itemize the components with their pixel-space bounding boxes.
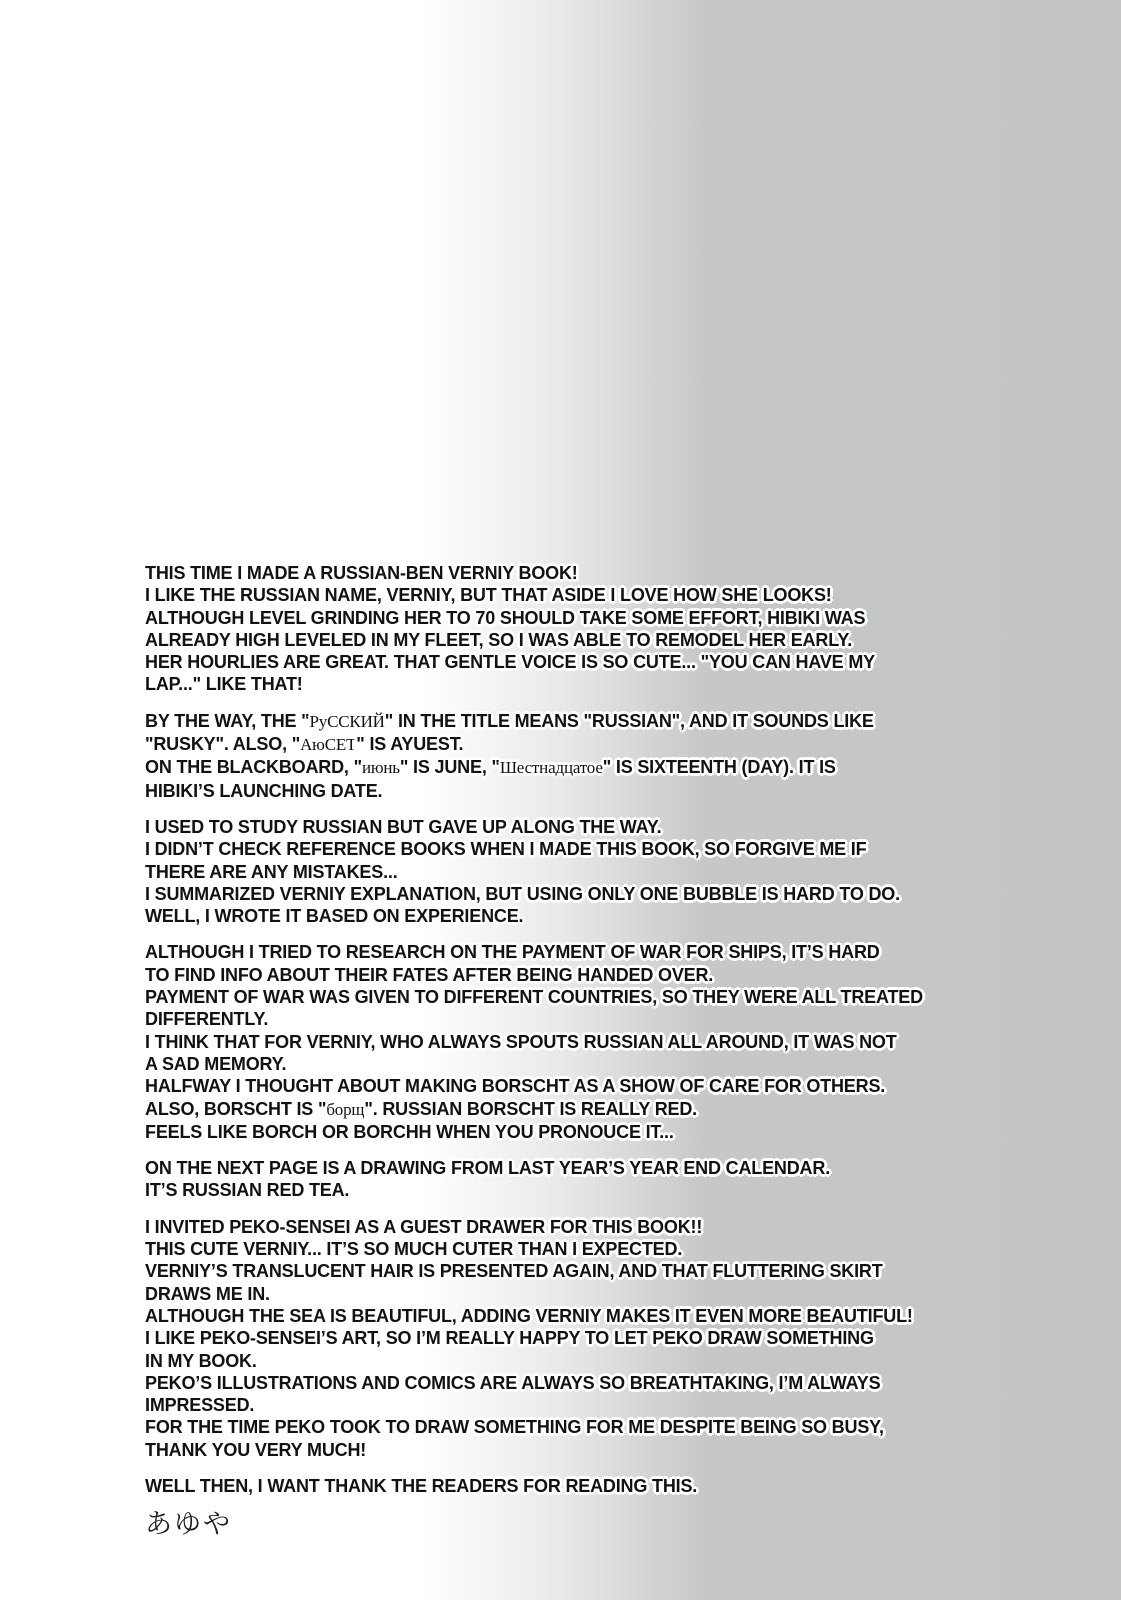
- text-line: [145, 733, 1025, 756]
- text-line: [145, 1121, 1025, 1143]
- paragraph: [145, 562, 1025, 696]
- text-segment: IMPRESSED.: [145, 1395, 255, 1416]
- cyrillic-segment: Шестнадцатое: [499, 758, 603, 778]
- text-segment: " IS SIXTEENTH (DAY). IT IS: [602, 757, 836, 778]
- text-segment: I SUMMARIZED VERNIY EXPLANATION, BUT USING ONLY ONE BUBBLE IS HARD TO DO.: [145, 883, 900, 904]
- text-line: [145, 756, 1025, 779]
- text-segment: I LIKE PEKO-SENSEI’S ART, SO I’M REALLY HAPPY TO LET PEKO DRAW SOMETHING: [145, 1328, 874, 1349]
- text-line: [145, 1327, 1025, 1349]
- text-line: [145, 838, 1025, 860]
- text-segment: I INVITED PEKO-SENSEI AS A GUEST DRAWER FOR THIS BOOK!!: [145, 1216, 703, 1237]
- text-segment: " IN THE TITLE MEANS "RUSSIAN", AND IT SOUNDS LIKE: [384, 710, 874, 731]
- text-segment: FOR THE TIME PEKO TOOK TO DRAW SOMETHING FOR ME DESPITE BEING SO BUSY,: [145, 1417, 884, 1438]
- text-line: [145, 1260, 1025, 1282]
- text-segment: VERNIY’S TRANSLUCENT HAIR IS PRESENTED AGAIN, AND THAT FLUTTERING SKIRT: [145, 1261, 883, 1282]
- text-segment: " IS JUNE, ": [399, 757, 500, 778]
- text-segment: ALREADY HIGH LEVELED IN MY FLEET, SO I WAS ABLE TO REMODEL HER EARLY.: [145, 629, 853, 650]
- text-segment: HER HOURLIES ARE GREAT. THAT GENTLE VOICE IS SO CUTE... "YOU CAN HAVE MY: [145, 652, 875, 673]
- cyrillic-segment: РуССКИЙ: [309, 711, 385, 731]
- cyrillic-segment: борщ: [326, 1099, 365, 1119]
- text-line: [145, 1394, 1025, 1416]
- text-segment: THANK YOU VERY MUCH!: [145, 1439, 367, 1460]
- text-line: [145, 607, 1025, 629]
- text-segment: ALTHOUGH LEVEL GRINDING HER TO 70 SHOULD TAKE SOME EFFORT, HIBIKI WAS: [145, 607, 866, 628]
- text-line: [145, 986, 1025, 1008]
- text-line: [145, 1305, 1025, 1327]
- text-line: [145, 562, 1025, 584]
- text-segment: DRAWS ME IN.: [145, 1283, 270, 1304]
- text-line: [145, 1157, 1025, 1179]
- text-line: [145, 651, 1025, 673]
- text-segment: A SAD MEMORY.: [145, 1053, 287, 1074]
- text-segment: PEKO’S ILLUSTRATIONS AND COMICS ARE ALWAYS SO BREATHTAKING, I’M ALWAYS: [145, 1372, 881, 1393]
- text-line: [145, 673, 1025, 695]
- text-line: [145, 1238, 1025, 1260]
- text-line: [145, 710, 1025, 733]
- paragraph: [145, 1475, 1025, 1497]
- text-segment: ALTHOUGH I TRIED TO RESEARCH ON THE PAYMENT OF WAR FOR SHIPS, IT’S HARD: [145, 942, 880, 963]
- text-segment: THIS TIME I MADE A RUSSIAN-BEN VERNIY BOOK!: [145, 563, 578, 583]
- text-segment: I DIDN’T CHECK REFERENCE BOOKS WHEN I MADE THIS BOOK, SO FORGIVE ME IF: [145, 839, 867, 860]
- text-line: [145, 1179, 1025, 1201]
- text-line: [145, 1439, 1025, 1461]
- text-segment: I USED TO STUDY RUSSIAN BUT GAVE UP ALONG THE WAY.: [145, 816, 662, 837]
- text-segment: I THINK THAT FOR VERNIY, WHO ALWAYS SPOUTS RUSSIAN ALL AROUND, IT WAS NOT: [145, 1031, 897, 1052]
- text-line: [145, 1216, 1025, 1238]
- text-segment: BY THE WAY, THE ": [145, 710, 310, 731]
- text-segment: WELL, I WROTE IT BASED ON EXPERIENCE.: [145, 906, 524, 927]
- text-line: [145, 1098, 1025, 1121]
- text-line: [145, 905, 1025, 927]
- text-segment: WELL THEN, I WANT THANK THE READERS FOR READING THIS.: [145, 1475, 698, 1496]
- text-line: [145, 883, 1025, 905]
- text-segment: ALSO, BORSCHT IS ": [145, 1098, 327, 1119]
- text-line: [145, 1053, 1025, 1075]
- text-line: [145, 816, 1025, 838]
- text-line: [145, 1075, 1025, 1097]
- text-line: [145, 1008, 1025, 1030]
- text-segment: THERE ARE ANY MISTAKES...: [145, 861, 398, 882]
- paragraph: [145, 941, 1025, 1143]
- text-line: [145, 584, 1025, 606]
- text-line: [145, 780, 1025, 802]
- text-segment: LAP..." LIKE THAT!: [145, 674, 303, 695]
- text-segment: ALTHOUGH THE SEA IS BEAUTIFUL, ADDING VERNIY MAKES IT EVEN MORE BEAUTIFUL!: [145, 1305, 913, 1326]
- text-segment: " IS AYUEST.: [356, 734, 464, 755]
- afterword-text: [145, 562, 1025, 1540]
- text-line: [145, 861, 1025, 883]
- text-segment: HIBIKI’S LAUNCHING DATE.: [145, 780, 383, 801]
- text-segment: ON THE BLACKBOARD, ": [145, 757, 362, 778]
- text-segment: THIS CUTE VERNIY... IT’S SO MUCH CUTER THAN I EXPECTED.: [145, 1239, 683, 1260]
- text-line: [145, 1283, 1025, 1305]
- cyrillic-segment: АюСЕТ: [300, 735, 357, 755]
- paragraph: [145, 816, 1025, 927]
- text-segment: ". RUSSIAN BORSCHT IS REALLY RED.: [364, 1098, 697, 1119]
- text-line: [145, 964, 1025, 986]
- text-segment: FEELS LIKE BORCH OR BORCHH WHEN YOU PRONOUCE IT...: [145, 1121, 674, 1142]
- text-segment: DIFFERENTLY.: [145, 1009, 269, 1030]
- text-segment: HALFWAY I THOUGHT ABOUT MAKING BORSCHT AS A SHOW OF CARE FOR OTHERS.: [145, 1076, 886, 1097]
- text-segment: IT’S RUSSIAN RED TEA.: [145, 1180, 350, 1201]
- text-line: [145, 1416, 1025, 1438]
- text-line: [145, 1372, 1025, 1394]
- text-segment: IN MY BOOK.: [145, 1350, 257, 1371]
- paragraph: [145, 1157, 1025, 1202]
- text-segment: ON THE NEXT PAGE IS A DRAWING FROM LAST YEAR’S YEAR END CALENDAR.: [145, 1158, 831, 1179]
- text-segment: "RUSKY". ALSO, ": [145, 734, 301, 755]
- text-line: [145, 1031, 1025, 1053]
- text-line: [145, 941, 1025, 963]
- text-segment: PAYMENT OF WAR WAS GIVEN TO DIFFERENT COUNTRIES, SO THEY WERE ALL TREATED: [145, 987, 923, 1008]
- text-line: [145, 629, 1025, 651]
- text-line: [145, 1475, 1025, 1497]
- author-signature: あゆや: [145, 1509, 232, 1540]
- text-segment: I LIKE THE RUSSIAN NAME, VERNIY, BUT THAT ASIDE I LOVE HOW SHE LOOKS!: [145, 585, 832, 606]
- paragraph: [145, 710, 1025, 802]
- paragraph: [145, 1216, 1025, 1461]
- text-line: [145, 1350, 1025, 1372]
- text-segment: TO FIND INFO ABOUT THEIR FATES AFTER BEING HANDED OVER.: [145, 964, 714, 985]
- cyrillic-segment: июнь: [361, 758, 400, 778]
